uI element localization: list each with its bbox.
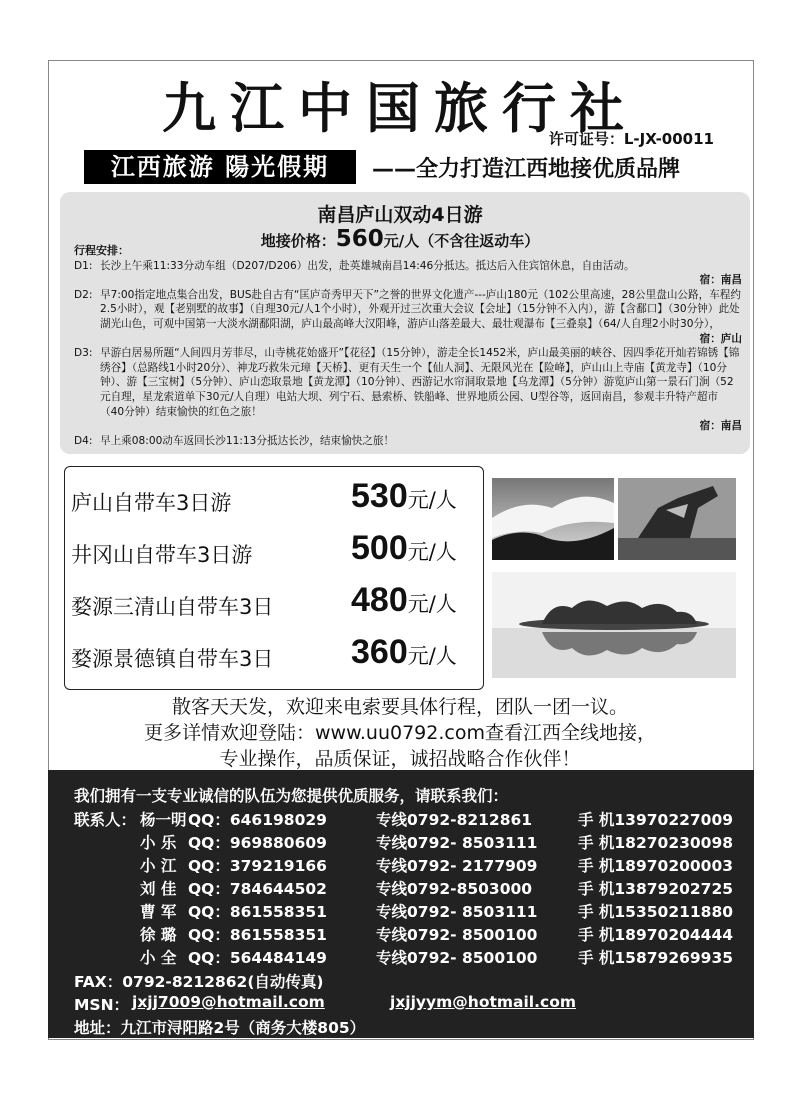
day-text: 长沙上午乘11:33分动车组（D207/D206）出发，赴英雄城南昌14:46分抵达。抵达后入住宾馆休息，自由活动。 <box>100 259 635 272</box>
license-number: 许可证号：L-JX-00011 <box>548 130 714 148</box>
island-lake-photo <box>492 572 736 678</box>
contact-tel: 专线0792- 8503111 <box>376 903 538 921</box>
contact-qq: QQ：969880609 <box>188 834 327 852</box>
welcome-line-1: 散客天天发，欢迎来电索要具体行程，团队一团一议。 <box>171 696 628 718</box>
day-text: 早游白居易所题“人间四月芳菲尽，山寺桃花始盛开”【花径】（15分钟），游走全长1452米，庐山最美丽的峡谷、因四季花开灿若锦锈【锦绣谷】（总路线1小时20分）、神龙巧救朱元璋【天桥】、更有天生一个【仙人洞】、无限风光在【险峰】，庐山山上寺庙【黄龙寺】（10分钟）、游【三宝树】（5分钟）、庐山恋取景地【黄龙潭】（10分钟）、西游记水帘洞取景地【乌龙潭】（5分钟）游览庐山第一景石门涧（52元自理，星龙索道单下30元/人自理）电站大坝、列宁石、悬索桥、铁船峰、世界地质公园、U型谷等，返回南昌，参观丰升特产超市（40分钟）结束愉快的红色之旅！ <box>100 347 740 418</box>
contact-name: 刘 佳 <box>140 880 177 898</box>
price-label: 地接价格： <box>260 232 336 250</box>
day-stay: 宿：南昌 <box>699 420 742 433</box>
self-drive-name: 庐山自带车3日游 <box>71 491 232 515</box>
contact-name: 曹 军 <box>140 903 177 921</box>
self-drive-item <box>71 529 479 569</box>
contact-mobile: 手 机18270230098 <box>578 834 734 852</box>
contact-tel: 专线0792- 8503111 <box>376 834 538 852</box>
contact-qq: QQ：379219166 <box>188 857 327 875</box>
itinerary-day <box>74 288 742 332</box>
day-text: 早7:00指定地点集合出发，BUS赴自古有“匡庐奇秀甲天下”之誉的世界文化遗产---庐山180元（102公里高速，28公里盘山公路，车程约2.5小时），观【老别墅的故事】（自理30元/人1个小时），外观开过三次重大会议【会址】（15分钟不入内），游【含鄱口】（30分钟）此处湖光山色，可观中国第一大淡水湖鄱阳湖，庐山最高峰大汉阳峰，游庐山落差最大、最壮观瀑布【三叠泉】（64/人自理2小时30分）， <box>100 288 741 330</box>
fax-line: FAX：0792-8212862(自动传真) <box>74 973 324 991</box>
price-value: 560 <box>335 226 384 252</box>
schedule-label: 行程安排： <box>74 244 129 257</box>
contact-name: 小 全 <box>140 949 177 967</box>
welcome-line-3: 专业操作，品质保证，诚招战略合作伙伴！ <box>219 748 581 770</box>
contact-mobile: 手 机15350211880 <box>578 903 734 921</box>
self-drive-name: 井冈山自带车3日游 <box>71 543 253 567</box>
contact-mobile: 手 机18970200003 <box>578 857 734 875</box>
contact-tel: 专线0792-8503000 <box>376 880 533 898</box>
day-stay: 宿：庐山 <box>699 332 742 345</box>
contact-panel <box>48 770 754 1038</box>
address-line: 地址：九江市浔阳路2号（商务大楼805） <box>74 1019 366 1037</box>
contact-name: 小 乐 <box>140 834 177 852</box>
msn-label: MSN： <box>74 996 130 1014</box>
self-drive-item <box>71 581 479 621</box>
contact-qq: QQ：646198029 <box>188 811 327 829</box>
contact-tel: 专线0792- 2177909 <box>376 857 538 875</box>
contact-label: 联系人： <box>74 811 137 829</box>
welcome-line-2: 更多详情欢迎登陆：www.uu0792.com查看江西全线地接， <box>144 722 656 744</box>
itinerary-day <box>74 346 742 419</box>
self-drive-price: 530元/人 <box>351 477 457 515</box>
contact-mobile: 手 机13879202725 <box>578 880 734 898</box>
self-drive-price: 480元/人 <box>351 581 457 619</box>
day-label: D1: <box>74 259 93 272</box>
contact-name: 杨一明 <box>140 811 187 829</box>
contact-name: 小 江 <box>140 857 177 875</box>
contact-qq: QQ：784644502 <box>188 880 327 898</box>
slogan-badge: 江西旅游 陽光假期 <box>84 150 356 184</box>
contact-heading: 我们拥有一支专业诚信的队伍为您提供优质服务，请联系我们： <box>74 787 509 805</box>
contact-mobile: 手 机13970227009 <box>578 811 734 829</box>
contact-tel: 专线0792- 8500100 <box>376 926 538 944</box>
tour-title: 南昌庐山双动4日游 <box>317 204 483 226</box>
day-label: D3: <box>74 347 93 360</box>
self-drive-box <box>64 466 484 690</box>
contact-mobile: 手 机18970204444 <box>578 926 734 944</box>
monument-photo <box>618 478 736 560</box>
contact-qq: QQ：861558351 <box>188 926 327 944</box>
agency-title: 九江中国旅行社 <box>162 76 638 140</box>
contact-qq: QQ：564484149 <box>188 949 327 967</box>
self-drive-name: 婺源景德镇自带车3日 <box>71 647 274 671</box>
day-stay: 宿：南昌 <box>699 274 742 287</box>
self-drive-name: 婺源三清山自带车3日 <box>71 595 274 619</box>
itinerary-day <box>74 259 742 274</box>
msn-email-2[interactable]: jxjjyym@hotmail.com <box>390 993 576 1011</box>
contact-name: 徐 璐 <box>140 926 177 944</box>
contact-mobile: 手 机15879269935 <box>578 949 734 967</box>
day-label: D4: <box>74 434 93 447</box>
day-label: D2: <box>74 288 93 301</box>
self-drive-price: 500元/人 <box>351 529 457 567</box>
day-text: 早上乘08:00动车返回长沙11:13分抵达长沙，结束愉快之旅！ <box>100 434 395 447</box>
self-drive-item <box>71 477 479 517</box>
itinerary <box>74 244 742 448</box>
mountain-clouds-photo <box>492 478 614 560</box>
price-unit: 元/人（不含往返动车） <box>383 232 540 250</box>
contact-tel: 专线0792- 8500100 <box>376 949 538 967</box>
contact-qq: QQ：861558351 <box>188 903 327 921</box>
msn-email-1[interactable]: jxjj7009@hotmail.com <box>132 993 325 1011</box>
contact-tel: 专线0792-8212861 <box>376 811 533 829</box>
self-drive-price: 360元/人 <box>351 633 457 671</box>
slogan-tagline: ——全力打造江西地接优质品牌 <box>372 157 681 182</box>
self-drive-item <box>71 633 479 673</box>
itinerary-day <box>74 434 742 449</box>
